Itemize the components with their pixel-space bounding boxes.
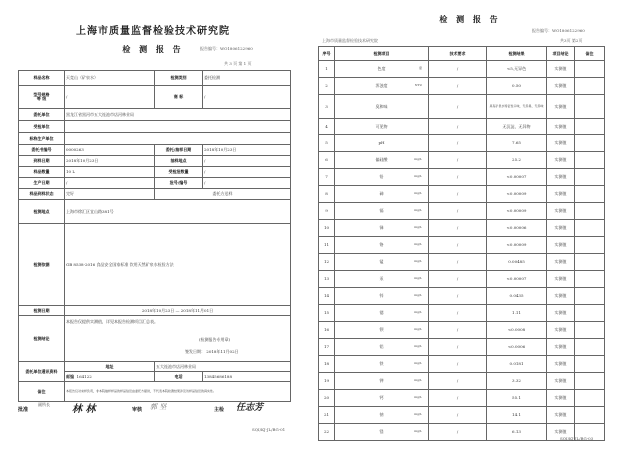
order-no-value: 0000263 [65, 145, 155, 156]
table-row [319, 152, 605, 169]
item-name: 色度 [377, 66, 386, 71]
item-name: pH [378, 140, 385, 145]
row-item [335, 339, 429, 356]
row-result: <0.00006 [487, 220, 547, 237]
row-no: 7 [319, 169, 335, 186]
batch-no-label: 批号/编号 [155, 178, 203, 189]
item-unit: 度 [418, 66, 422, 70]
page-footer: SQI/KJ-JL/BG-01 [252, 427, 286, 432]
model-label-text: 型号规格 [33, 92, 50, 97]
approver-label: 批准 [18, 407, 29, 413]
row-remark [575, 61, 605, 78]
row-conclusion: 实测值 [547, 254, 575, 271]
results-body [319, 61, 605, 441]
header-no: 序号 [319, 47, 335, 61]
phone-label: 电话 [155, 372, 203, 382]
row-remark [575, 390, 605, 407]
item-unit: mg/L [414, 276, 422, 280]
row-requirement: / [429, 407, 487, 424]
address-sub-value: 五大连池市店河林业局 [155, 362, 291, 372]
header-conclusion: 项目结论 [547, 47, 575, 61]
row-result: <0.00007 [487, 271, 547, 288]
item-unit: mg/L [414, 395, 422, 399]
row-remark [575, 288, 605, 305]
reviewer-label: 审核 [132, 407, 143, 413]
item-name: 铅 [379, 174, 384, 179]
row-no: 18 [319, 356, 335, 373]
row-requirement: / [429, 288, 487, 305]
row-item [335, 61, 429, 78]
row-item [335, 271, 429, 288]
trademark-value: / [203, 86, 291, 109]
row-requirement: / [429, 373, 487, 390]
approver-signature: 林 林 [72, 404, 96, 415]
table-row [319, 95, 605, 119]
row-requirement: / [429, 271, 487, 288]
row-item [335, 356, 429, 373]
row-no: 19 [319, 373, 335, 390]
row-item [335, 152, 429, 169]
row-no: 5 [319, 135, 335, 152]
row-no: 13 [319, 271, 335, 288]
row-no: 15 [319, 305, 335, 322]
item-name: 铬 [379, 242, 384, 247]
row-result: 7.65 [487, 135, 547, 152]
row-no: 2 [319, 78, 335, 95]
arrival-date-label: 到样日期 [19, 156, 65, 167]
row-no: 14 [319, 288, 335, 305]
row-remark [575, 271, 605, 288]
batch-qty-value: / [203, 167, 291, 178]
table-row [319, 305, 605, 322]
header-requirement: 技术要求 [429, 47, 487, 61]
page-info: 共 3 页 第 1 页 [224, 61, 252, 66]
stamp-text: (检测报告专用章) [199, 337, 231, 342]
row-requirement: / [429, 78, 487, 95]
item-unit: mg/L [414, 344, 422, 348]
checker-label: 主检 [214, 407, 225, 413]
row-no: 6 [319, 152, 335, 169]
row-remark [575, 169, 605, 186]
manufacturer-value [65, 133, 291, 145]
row-no: 21 [319, 407, 335, 424]
row-result: <0.00009 [487, 237, 547, 254]
row-item [335, 169, 429, 186]
row-remark [575, 373, 605, 390]
table-row [319, 203, 605, 220]
sample-state-label: 样品到样状态 [19, 189, 65, 200]
row-result: 无沉淀、无异物 [487, 119, 547, 135]
page-info-2: 共3页 第2页 [560, 38, 583, 43]
row-item [335, 220, 429, 237]
test-date-value: 2018年10月23日 — 2018年11月01日 [65, 306, 291, 316]
row-no: 16 [319, 322, 335, 339]
test-date-label: 检测日期 [19, 306, 65, 316]
inspected-unit-label: 受检单位 [19, 121, 65, 133]
row-result: 0.00485 [487, 254, 547, 271]
row-requirement: / [429, 186, 487, 203]
item-unit: mg/L [414, 157, 422, 161]
sample-info-table [18, 70, 291, 402]
test-type-label: 检测类别 [155, 71, 203, 86]
item-unit: mg/L [414, 242, 422, 246]
item-name: 钙 [379, 395, 384, 400]
approver-title: 副所长 [38, 402, 50, 407]
row-no: 20 [319, 390, 335, 407]
item-name: 汞 [379, 276, 384, 281]
table-row [319, 322, 605, 339]
row-requirement: / [429, 152, 487, 169]
row-remark [575, 186, 605, 203]
header-result: 检测结果 [487, 47, 547, 61]
sampling-date-label: 委托/抽样日期 [155, 145, 203, 156]
row-item [335, 322, 429, 339]
item-name: 浑浊度 [375, 83, 388, 88]
row-conclusion: 实测值 [547, 305, 575, 322]
row-conclusion: 实测值 [547, 95, 575, 119]
sample-name-label: 样品名称 [19, 71, 65, 86]
row-conclusion: 实测值 [547, 203, 575, 220]
row-item [335, 407, 429, 424]
item-unit: mg/L [414, 327, 422, 331]
row-conclusion: 实测值 [547, 78, 575, 95]
row-remark [575, 254, 605, 271]
client-label: 委托单位 [19, 109, 65, 121]
row-result: 0.0435 [487, 288, 547, 305]
item-name: 可见物 [375, 123, 388, 129]
table-row [319, 169, 605, 186]
row-remark [575, 78, 605, 95]
postcode-label: 邮编 [66, 373, 74, 379]
row-conclusion: 实测值 [547, 169, 575, 186]
report-title-2: 检 测 报 告 [439, 14, 501, 24]
row-result: <0.00009 [487, 186, 547, 203]
row-remark [575, 339, 605, 356]
row-item [335, 135, 429, 152]
item-unit: mg/L [414, 174, 422, 178]
trademark-label: 商 标 [155, 86, 203, 109]
row-item [335, 237, 429, 254]
item-unit: mg/L [414, 378, 422, 382]
row-conclusion: 实测值 [547, 152, 575, 169]
results-table [318, 46, 605, 441]
row-conclusion: 实测值 [547, 339, 575, 356]
item-name: 砷 [379, 191, 384, 196]
item-name: 锶 [379, 310, 384, 315]
manufacturer-label: 标称生产单位 [19, 133, 65, 145]
row-conclusion: 实测值 [547, 186, 575, 203]
row-result: <0.00009 [487, 203, 547, 220]
row-result: <0.00007 [487, 169, 547, 186]
item-name: 钡 [379, 327, 384, 332]
row-conclusion: 实测值 [547, 271, 575, 288]
batch-no-value: / [203, 178, 291, 189]
postcode-cell [65, 372, 155, 382]
item-name: 钠 [379, 412, 384, 417]
row-no: 22 [319, 424, 335, 441]
report-page-1 [0, 0, 306, 449]
row-no: 12 [319, 254, 335, 271]
row-item [335, 424, 429, 441]
item-name: 铁 [379, 361, 384, 366]
sample-state-value: 完好 [65, 189, 155, 200]
row-remark [575, 152, 605, 169]
item-unit: mg/L [414, 310, 422, 314]
row-remark [575, 407, 605, 424]
row-conclusion: 实测值 [547, 322, 575, 339]
row-result: 具有矿泉水特征性口味，无异臭、无异味 [487, 95, 547, 119]
row-remark [575, 305, 605, 322]
row-requirement: / [429, 220, 487, 237]
table-row [319, 288, 605, 305]
row-conclusion: 实测值 [547, 424, 575, 441]
row-requirement: / [429, 424, 487, 441]
row-no: 1 [319, 61, 335, 78]
report-number: 报告编号：WO1806122960 [200, 46, 253, 51]
conclusion-cell [65, 316, 291, 362]
row-item [335, 203, 429, 220]
header-remark: 备注 [575, 47, 605, 61]
row-requirement: / [429, 390, 487, 407]
row-requirement: / [429, 61, 487, 78]
row-requirement: / [429, 95, 487, 119]
grade-label-text: 等 级 [36, 96, 47, 101]
arrival-date-value: 2018年10月23日 [65, 156, 155, 167]
item-unit: mg/L [414, 225, 422, 229]
row-no: 3 [319, 95, 335, 119]
row-item [335, 390, 429, 407]
report-title: 检 测 报 告 [122, 44, 184, 54]
row-requirement: / [429, 339, 487, 356]
row-requirement: / [429, 254, 487, 271]
row-result: <0.0006 [487, 339, 547, 356]
contact-label: 委托单位通讯资料 [19, 362, 65, 382]
row-result: <5,无异色 [487, 61, 547, 78]
row-remark [575, 135, 605, 152]
model-label [19, 86, 65, 109]
table-row [319, 119, 605, 135]
row-result: 25.2 [487, 152, 547, 169]
row-conclusion: 实测值 [547, 390, 575, 407]
row-result: 0.0181 [487, 356, 547, 373]
item-name: 锌 [379, 293, 384, 298]
order-no-label: 委托书编号 [19, 145, 65, 156]
org-line: 上海市质量监督检验技术研究院 [322, 38, 378, 43]
row-requirement: / [429, 237, 487, 254]
row-item [335, 288, 429, 305]
item-name: 锑 [379, 225, 384, 230]
row-conclusion: 实测值 [547, 356, 575, 373]
item-unit: mg/L [414, 293, 422, 297]
row-item [335, 78, 429, 95]
postcode-value: 164122 [76, 373, 92, 379]
conclusion-label: 检测结论 [19, 316, 65, 362]
row-remark [575, 322, 605, 339]
table-row [319, 390, 605, 407]
checker-signature: 任志芳 [236, 403, 264, 413]
row-no: 17 [319, 339, 335, 356]
row-result: <0.0008 [487, 322, 547, 339]
row-remark [575, 356, 605, 373]
item-unit: NTU [414, 83, 422, 87]
item-unit: mg/L [414, 412, 422, 416]
remark-label: 备注 [19, 382, 65, 402]
row-remark [575, 220, 605, 237]
row-item [335, 186, 429, 203]
row-remark [575, 203, 605, 220]
sample-qty-label: 样品数量 [19, 167, 65, 178]
table-row [319, 339, 605, 356]
reviewer-signature: 郭 坚 [150, 403, 167, 411]
row-conclusion: 实测值 [547, 407, 575, 424]
row-result: 6.13 [487, 424, 547, 441]
remark-value: 本报告仅对来样负责，非本院抽样样品的样品信息由委托方提供，不代表本院检测结果涉及该样品信息的真实性。 [65, 382, 291, 402]
row-conclusion: 实测值 [547, 135, 575, 152]
table-row [319, 61, 605, 78]
table-row [319, 407, 605, 424]
item-unit: mg/L [414, 361, 422, 365]
item-name: 偏硅酸 [375, 157, 388, 162]
test-basis-value: GB 8538-2016 食品安全国家标准 饮用天然矿泉水检验方法 [65, 224, 291, 306]
table-row [319, 237, 605, 254]
test-address-value: 上海市徐汇区宜山路381号 [65, 200, 291, 224]
sampling-place-label: 抽样地点 [155, 156, 203, 167]
row-requirement: / [429, 305, 487, 322]
row-requirement: / [429, 322, 487, 339]
row-remark [575, 119, 605, 135]
table-row [319, 78, 605, 95]
item-name: 钾 [379, 378, 384, 383]
table-row [319, 373, 605, 390]
row-conclusion: 实测值 [547, 61, 575, 78]
row-conclusion: 实测值 [547, 288, 575, 305]
item-unit: mg/L [414, 429, 422, 433]
client-value: 黑龙江省黑河市五大连池市店河林业局 [65, 109, 291, 121]
page-footer-2: SQI/KJ-JL/BG-03 [560, 436, 594, 441]
row-item [335, 373, 429, 390]
table-row [319, 271, 605, 288]
table-row [319, 220, 605, 237]
row-result: 3.32 [487, 373, 547, 390]
row-conclusion: 实测值 [547, 373, 575, 390]
row-item [335, 254, 429, 271]
row-requirement: / [429, 169, 487, 186]
item-unit: mg/L [414, 191, 422, 195]
org-title: 上海市质量监督检验技术研究院 [76, 26, 230, 37]
conclusion-text: 本报告仅提供实测值，详见本报告检测项目汇总表。 [66, 319, 158, 324]
row-remark [575, 95, 605, 119]
batch-qty-label: 受检批数量 [155, 167, 203, 178]
delivery-method-value: 委托方送样 [155, 189, 291, 200]
address-sub-label: 地址 [65, 362, 155, 372]
item-unit: mg/L [414, 208, 422, 212]
row-conclusion: 实测值 [547, 220, 575, 237]
test-type-value: 委托检测 [203, 71, 291, 86]
inspected-unit-value [65, 121, 291, 133]
phone-value: 13845686188 [203, 372, 291, 382]
row-no: 11 [319, 237, 335, 254]
row-requirement: / [429, 203, 487, 220]
row-result: 1.11 [487, 305, 547, 322]
row-result: 14.1 [487, 407, 547, 424]
row-no: 10 [319, 220, 335, 237]
sampling-date-value: 2018年10月23日 [203, 145, 291, 156]
item-name: 锰 [379, 259, 384, 264]
row-result: 55.1 [487, 390, 547, 407]
results-header-row [319, 47, 605, 61]
item-name: 臭和味 [375, 103, 388, 109]
row-conclusion: 实测值 [547, 119, 575, 135]
row-no: 8 [319, 186, 335, 203]
table-row [319, 186, 605, 203]
header-item: 检测项目 [335, 47, 429, 61]
issue-date: 签发日期： 2018年11月02日 [185, 349, 239, 354]
item-name: 镁 [379, 429, 384, 434]
table-row [319, 356, 605, 373]
row-requirement: / [429, 119, 487, 135]
test-address-label: 检测地点 [19, 200, 65, 224]
report-number-2: 报告编号：WO1806122960 [532, 28, 585, 33]
sample-qty-value: 10 L [65, 167, 155, 178]
sample-name-value: 天竞山（矿泉水） [65, 71, 155, 86]
item-name: 镉 [379, 208, 384, 213]
production-date-label: 生产日期 [19, 178, 65, 189]
item-name: 铝 [379, 344, 384, 349]
row-conclusion: 实测值 [547, 237, 575, 254]
row-no: 9 [319, 203, 335, 220]
test-basis-label: 检测依据 [19, 224, 65, 306]
row-item [335, 119, 429, 135]
row-result: 0.50 [487, 78, 547, 95]
row-requirement: / [429, 356, 487, 373]
report-page-2 [314, 0, 626, 449]
table-row [319, 254, 605, 271]
row-remark [575, 237, 605, 254]
row-item [335, 95, 429, 119]
row-item [335, 305, 429, 322]
production-date-value: / [65, 178, 155, 189]
row-no: 4 [319, 119, 335, 135]
table-row [319, 135, 605, 152]
row-requirement: / [429, 135, 487, 152]
model-value: / [65, 86, 155, 109]
item-unit: mg/L [414, 259, 422, 263]
sampling-place-value: / [203, 156, 291, 167]
